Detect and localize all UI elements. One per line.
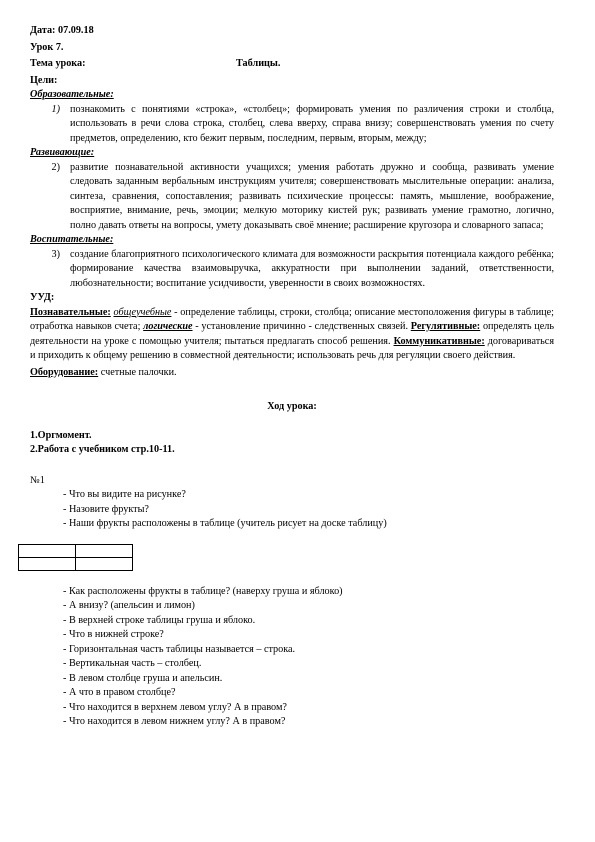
- lesson-plan-page: [30, 24, 554, 730]
- table-cell: [19, 544, 76, 557]
- table-cell: [19, 557, 76, 570]
- developing-goal: [30, 161, 554, 234]
- topic-row: [30, 57, 554, 72]
- question-line: - А что в правом столбце?: [63, 687, 176, 698]
- topic-value: Таблицы.: [236, 58, 281, 69]
- question-line: - Что в нижней строке?: [63, 629, 164, 640]
- question-line: - Что находится в верхнем левом углу? А в правом?: [63, 701, 287, 713]
- question-line: - Что вы видите на рисунке?: [63, 489, 186, 500]
- regulatory-label: Регулятивные:: [410, 321, 481, 332]
- upbringing-goal: [30, 248, 554, 292]
- upbringing-goal-text: создание благоприятного психологического климата для возможности раскрытия потенциала каждого ребёнка; формирование качества взаимовыручка, аккуратности при выполнении заданий, ответственности, любознательности; воспитание усидчивости, уверенности в своих возможностях.: [70, 248, 554, 289]
- educational-heading: Образовательные:: [30, 89, 114, 100]
- question-line: - Как расположены фрукты в таблице? (наверху груша и яблоко): [63, 585, 343, 597]
- step-orgmoment: 1.Оргмомент.: [30, 429, 92, 441]
- logical-text: - установление причинно - следственных связей.: [192, 321, 411, 332]
- fruit-table: [18, 544, 133, 571]
- table-cell: [76, 557, 133, 570]
- goals-heading: Цели:: [30, 74, 58, 86]
- educational-goal-number: 1): [51, 103, 60, 115]
- developing-goal-number: 2): [51, 161, 60, 173]
- general-text: - определение таблицы, строки, столбца; описание местоположения фигуры в таблице; отработка навыков счета;: [30, 306, 554, 332]
- date-line: Дата: 07.09.18: [30, 25, 94, 36]
- lesson-title: Ход урока:: [267, 401, 317, 412]
- lesson-number: Урок 7.: [30, 41, 64, 53]
- upbringing-heading: Воспитательные:: [30, 234, 114, 245]
- communicative-label: Коммуникативные:: [393, 335, 485, 347]
- developing-heading: Развивающие:: [30, 147, 95, 158]
- topic-label: Тема урока:: [30, 58, 86, 69]
- questions-before-list: [30, 488, 554, 532]
- educational-goal-text: познакомить с понятиями «строка», «столбец»; формировать умения по различения строки и столбца, использовать в речи слова строка, столбец, слева вверху, справа внизу; совершенствовать умения по счету предметов, определению, кто бежит первым, последним, первым, вторым, между;: [70, 103, 554, 144]
- question-line: - В верхней строке таблицы груша и яблоко.: [63, 614, 256, 626]
- question-line: - В левом столбце груша и апельсин.: [63, 672, 223, 684]
- question-line: - Вертикальная часть – столбец.: [63, 658, 202, 669]
- table-row: [19, 557, 133, 570]
- uud-heading: УУД:: [30, 292, 55, 303]
- general-label: общеучебные: [113, 306, 172, 318]
- task-number: №1: [30, 474, 45, 486]
- question-line: - Что находится в левом нижнем углу? А в правом?: [63, 716, 286, 727]
- equipment-value: счетные палочки.: [98, 366, 177, 378]
- equipment-label: Оборудование:: [30, 366, 99, 378]
- question-line: - Наши фрукты расположены в таблице (учитель рисует на доске таблицу): [63, 518, 387, 529]
- logical-label: логические: [143, 321, 193, 332]
- communicative-text: договариваться и приходить к общему решению в совместной деятельности; использовать речь для регуляции своего действия.: [30, 335, 555, 361]
- cognitive-label: Познавательные:: [30, 306, 111, 318]
- upbringing-goal-number: 3): [51, 248, 60, 260]
- question-line: - Назовите фрукты?: [63, 503, 149, 515]
- table-cell: [76, 544, 133, 557]
- questions-after-list: [30, 585, 554, 730]
- educational-goal: [30, 103, 554, 147]
- question-line: - Горизонтальная часть таблицы называется – строка.: [63, 643, 296, 655]
- uud-paragraph: [30, 306, 554, 364]
- question-line: - А внизу? (апельсин и лимон): [63, 600, 195, 611]
- developing-goal-text: развитие познавательной активности учащихся; умения работать дружно и сообща, развивать умение следовать заданным вербальным инструкциям учителя; совершенствовать мыслительные операции: анализа, синтеза, сравнения, сопоставления; развивать психические процессы: память, мышление, воображение, восприятие, внимание, речь, эмоции; мелкую моторику кистей рук; развивать умение грамотно, логично, полно давать ответы на вопросы, умету доказывать своё мнение; расширение кругозора и словарного запаса;: [70, 161, 554, 231]
- table-row: [19, 544, 133, 557]
- regulatory-text: определять цель деятельности на уроке с помощью учителя; пытаться предлагать способ решения.: [30, 321, 555, 347]
- step-textbook: 2.Работа с учебником стр.10-11.: [30, 444, 175, 455]
- equipment-line: [30, 366, 554, 381]
